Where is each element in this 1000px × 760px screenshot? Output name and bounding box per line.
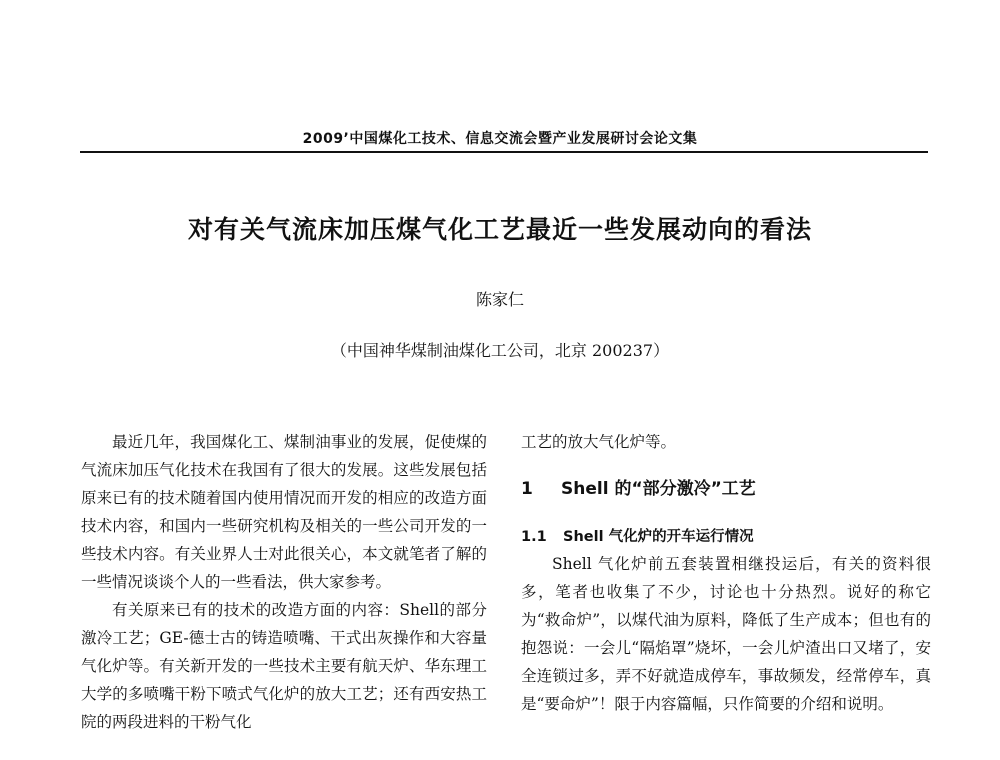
section-number: 1	[521, 479, 533, 499]
body-paragraph-technologies: 有关原来已有的技术的改造方面的内容：Shell的部分激冷工艺；GE-德士古的铸造喷嘴、干式出灰操作和大容量气化炉等。有关新开发的一些技术主要有航天炉、华东理工大学的多喷嘴干粉下喷式气化炉的放大工艺；还有西安热工院的两段进料的干粉气化	[81, 601, 487, 731]
paper-title: 对有关气流床加压煤气化工艺最近一些发展动向的看法	[187, 215, 812, 244]
section-heading-1	[521, 476, 931, 502]
subsection-heading-1-1	[521, 524, 931, 550]
left-column	[81, 428, 487, 736]
running-header: 2009’中国煤化工技术、信息交流会暨产业发展研讨会论文集	[302, 131, 698, 147]
body-paragraph-intro: 最近几年，我国煤化工、煤制油事业的发展，促使煤的气流床加压气化技术在我国有了很大的发展。这些发展包括原来已有的技术随着国内使用情况而开发的相应的改造方面技术内容，和国内一些研究机构及相关的一些公司开发的一些技术内容。有关业界人士对此很关心，本文就笔者了解的一些情况谈谈个人的一些看法，供大家参考。	[81, 433, 487, 591]
author-affiliation: （中国神华煤制油煤化工公司，北京 200237）	[330, 341, 670, 360]
body-paragraph-shell: Shell 气化炉前五套装置相继投运后，有关的资料很多，笔者也收集了不少，讨论也十分热烈。说好的称它为“救命炉”，以煤代油为原料，降低了生产成本；但也有的抱怨说：一会儿“隔焰罩”烧坏，一会儿炉渣出口又堵了，安全连锁过多，弄不好就造成停车，事故频发，经常停车，真是“要命炉”！限于内容篇幅，只作简要的介绍和说明。	[521, 555, 931, 713]
author-name: 陈家仁	[475, 290, 524, 309]
continued-paragraph: 工艺的放大气化炉等。	[521, 433, 677, 451]
right-column	[521, 428, 931, 718]
section-title: Shell 的“部分激冷”工艺	[561, 479, 756, 499]
subsection-number: 1.1	[521, 529, 547, 545]
subsection-title: Shell 气化炉的开车运行情况	[563, 529, 754, 545]
header-rule	[80, 151, 928, 153]
